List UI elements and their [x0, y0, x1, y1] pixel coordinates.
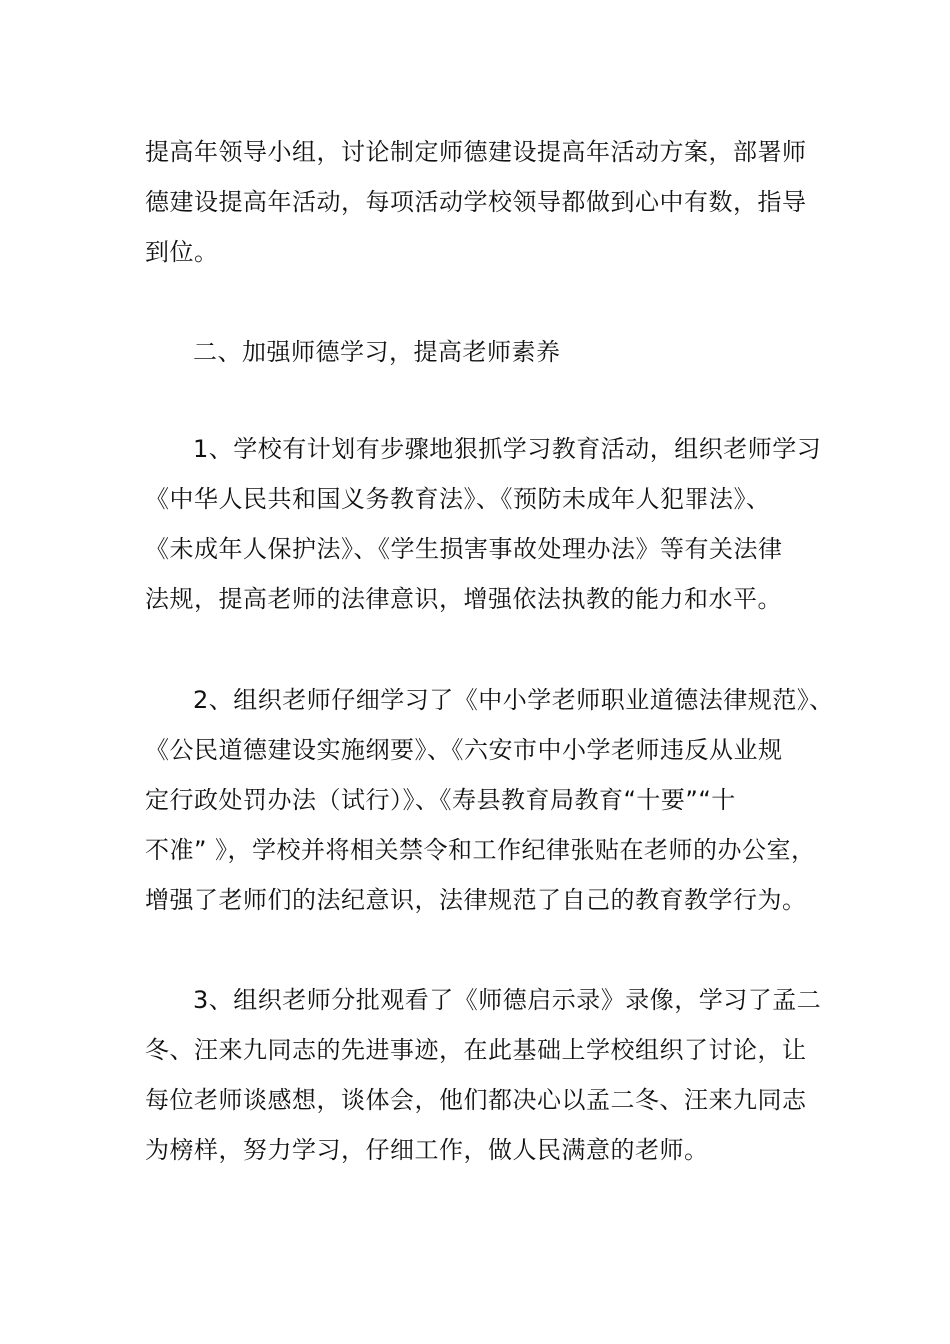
heading-line: 二、加强师德学习，提高老师素养 [193, 338, 561, 366]
text-line: 定行政处罚办法（试行）》、《寿县教育局教育“十要”“十 [145, 786, 736, 814]
body-paragraph-item-1 [145, 424, 822, 624]
text-line: 《中华人民共和国义务教育法》、《预防未成年人犯罪法》、 [145, 485, 771, 513]
text-line: 《未成年人保护法》、《学生损害事故处理办法》等有关法律 [145, 535, 783, 563]
text-line: 3、组织老师分批观看了《师德启示录》录像，学习了孟二 [193, 986, 822, 1014]
body-paragraph-item-3 [145, 975, 822, 1175]
section-heading [145, 327, 810, 377]
text-line: 每位老师谈感想，谈体会，他们都决心以孟二冬、汪来九同志 [145, 1086, 807, 1114]
text-line: 1、学校有计划有步骤地狠抓学习教育活动，组织老师学习 [193, 435, 822, 463]
text-line: 冬、汪来九同志的先进事迹，在此基础上学校组织了讨论，让 [145, 1036, 807, 1064]
text-line: 到位。 [145, 238, 219, 266]
text-line: 德建设提高年活动，每项活动学校领导都做到心中有数，指导 [145, 188, 807, 216]
text-line: 法规，提高老师的法律意识，增强依法执教的能力和水平。 [145, 585, 782, 613]
text-line: 提高年领导小组，讨论制定师德建设提高年活动方案，部署师 [145, 138, 807, 166]
text-line: 《公民道德建设实施纲要》、《六安市中小学老师违反从业规 [145, 736, 783, 764]
text-line: 为榜样，努力学习，仔细工作，做人民满意的老师。 [145, 1136, 709, 1164]
body-paragraph-item-2 [145, 675, 834, 925]
body-paragraph-continuation [145, 127, 810, 277]
text-line: 增强了老师们的法纪意识，法律规范了自己的教育教学行为。 [145, 886, 807, 914]
text-line: 不准” 》，学校并将相关禁令和工作纪律张贴在老师的办公室， [145, 836, 816, 864]
text-line: 2、组织老师仔细学习了《中小学老师职业道德法律规范》、 [193, 686, 834, 714]
